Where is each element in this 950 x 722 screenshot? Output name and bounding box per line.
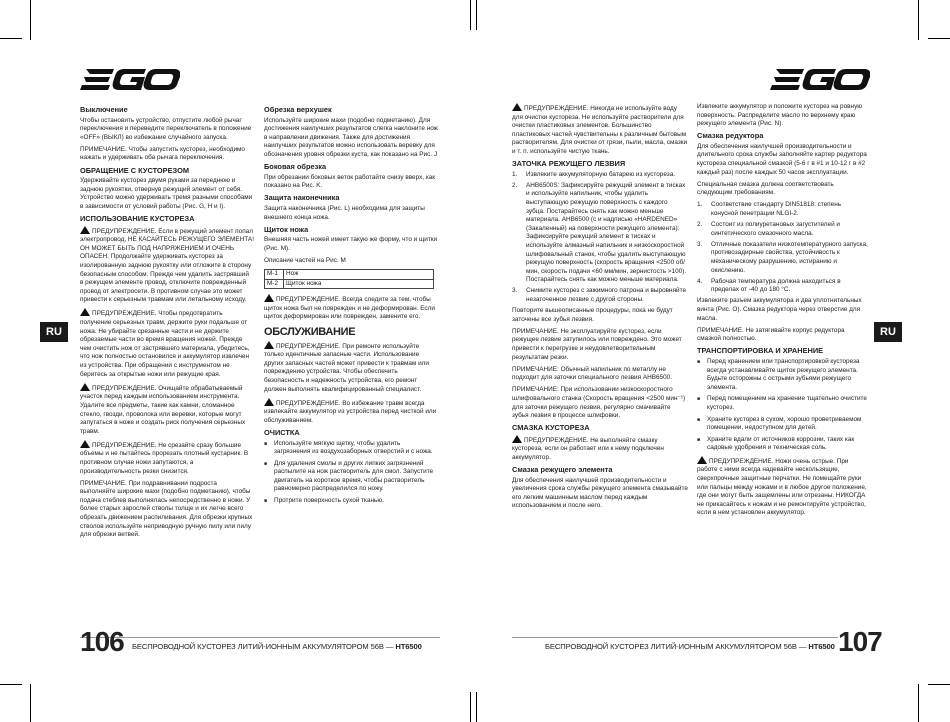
warning-icon: [512, 435, 522, 443]
warning-text: ПРЕДУПРЕЖДЕНИЕ. Чтобы предотвратить получение серьезных травм, держите руки подальше от ножа. Не убирайте срезанные части и не держите обрезаемые части во время вращения ножей. Прежде чем очистить нож от застрявшего материала, убедитесь, что нож полностью остановился и аккумулятор извлечен из устройства. При обращении с инструментом не беритесь за открытые ножи или режущие края.: [80, 310, 250, 378]
crop-mark: [470, 0, 471, 30]
crop-mark: [30, 0, 31, 40]
paragraph: Повторите вышеописанные процедуры, пока не будут заточены все зубья лезвия.: [512, 307, 673, 323]
warning-icon: [697, 456, 707, 464]
heading-storage: ТРАНСПОРТИРОВКА И ХРАНЕНИЕ: [697, 346, 824, 356]
crop-mark: [0, 684, 22, 685]
table-cell: M-1: [265, 270, 284, 280]
list-item-text: Перед помещением на хранение тщательно очистите кусторез.: [707, 395, 867, 411]
crop-mark: [0, 38, 22, 39]
crop-mark: [928, 38, 950, 39]
paragraph: Специальная смазка должна соответствовать следующим требованиям.: [697, 180, 834, 197]
heading-guard: Защита наконечника: [264, 193, 340, 203]
warning-text: ПРЕДУПРЕЖДЕНИЕ. Не срезайте сразу большие объемы и не пытайтесь прорезать плотный кустарник. В противном случае ножи запутаются, а производительность резки снизится.: [80, 441, 249, 475]
warning-icon: [80, 440, 90, 448]
list-item: 1. Соответствие стандарту DIN51818: степень конусной пенетрации NLGI-2.: [697, 201, 869, 218]
warning: [80, 226, 254, 305]
list-item: 4. Рабочая температура должна находиться в пределах от -40 до 180 °C.: [697, 278, 869, 295]
list-item: 2. Состоит из полиуретановых загустителей и синтетического смазочного масла.: [697, 221, 869, 238]
list-item-text: Протрите поверхность сухой тканью.: [274, 497, 384, 505]
list-item-text: Используйте мягкую щетку, чтобы удалить загрязнения из воздухозаборных отверстий и с ножа.: [274, 439, 433, 456]
footer-model: HT6500: [808, 642, 835, 651]
warning-icon: [264, 398, 274, 406]
list-item-text: Храните вдали от источников коррозии, таких как садовые удобрения и техническая соль.: [707, 435, 855, 452]
note: ПРИМЕЧАНИЕ. Чтобы запустить кусторез, необходимо нажать и удерживать оба рычага переключения.: [80, 145, 245, 162]
list-item: ■ Храните кусторез в сухом, хорошо проветриваемом помещении, недоступном для детей.: [697, 416, 869, 433]
list-item-text: Перед хранением или транспортировкой кустореза всегда устанавливайте щиток режущего элемента. Будьте осторожны с острыми зубьями режущего элемента.: [707, 357, 860, 391]
list-item-text: Состоит из полиуретановых загустителей и синтетического смазочного масла.: [711, 221, 840, 237]
list-item: ■ Используйте мягкую щетку, чтобы удалить загрязнения из воздухозаборных отверстий и с ножа.: [264, 440, 438, 457]
heading-gear: Смазка редуктора: [697, 131, 764, 141]
table-row: [265, 279, 434, 289]
list-item-text: Соответствие стандарту DIN51818: степень конусной пенетрации NLGI-2.: [711, 201, 842, 218]
paragraph: Извлеките разъем аккумулятора и два уплотнительных винта (Рис. O). Смазка редуктора через отверстие для масла.: [697, 297, 862, 322]
parts-table: [264, 269, 434, 289]
list-item: 1. Извлеките аккумуляторную батарею из кустореза.: [512, 170, 676, 178]
list-item-text: AHB6500S: Зафиксируйте режущий элемент в тисках и используйте напильник, чтобы удалить выступающую режущую поверхность с каждого зубца. Постарайтесь снять как можно меньше материала. AHB6500 (с и надписью «HARDENED» (Закаленный) на поверхности режущего элемента): Зафиксируйте режущий элемент в тисках и используйте алмазный напильник и низкоскоростной шлифовальный станок, чтобы удалить выступающую режущую поверхность (скорость вращения <2500 об/мин, скорость подачи <60 мм/мин, зернистость >100). Постарайтесь снять как можно меньше материала.: [526, 181, 687, 284]
paragraph: Описание частей на Рис. М: [264, 256, 346, 264]
list-item-text: Извлеките аккумуляторную батарею из кустореза.: [526, 170, 676, 178]
crop-mark: [476, 692, 477, 722]
crop-mark: [918, 684, 919, 722]
warning-text: ПРЕДУПРЕЖДЕНИЕ. Очищайте обрабатываемый участок перед каждым использованием инструмента. Удалите все предметы, такие как камни, сломанное стекло, гвозди, проволока или веревки, которые могут запутаться в ноже и создать риск получения серьезных травм.: [80, 384, 246, 435]
ego-logo: [770, 66, 870, 94]
heading-use: ИСПОЛЬЗОВАНИЕ КУСТОРЕЗА: [80, 214, 195, 224]
footer-model: HT6500: [395, 642, 422, 651]
warning: [512, 435, 688, 463]
list-item: 3. Снимите кусторез с зажимного патрона и выровняйте незаточенное лезвие с другой стороны.: [512, 287, 687, 303]
language-badge: RU: [40, 322, 68, 342]
list-item-text: Рабочая температура должна находиться в пределах от -40 до 180 °C.: [711, 277, 841, 294]
warning-text: ПРЕДУПРЕЖДЕНИЕ. При ремонте используйте только идентичные запасные части. Использование других запасных частей может привести к травмам или повреждению устройства. Чтобы обеспечить безопасность и надежность устройства, его ремонт должен выполнять квалифицированный специалист.: [264, 342, 429, 393]
paragraph: Для обеспечения наилучшей производительности и длительного срока службы заполняйте картер редуктора кустореза специальной смазкой (5-6 г в #1 и 10-12 г в #2 каждый раз) после каждых 50 часов эксплуатации.: [697, 142, 867, 176]
table-cell: Щиток ножа: [284, 279, 434, 289]
list-item: 3. Отличные показатели низкотемпературного запуска, противозадирные свойства, устойчивость к механическому разрушению, истиранию и окислению.: [697, 240, 868, 274]
warning-icon: [80, 226, 90, 234]
heading-shield: Щиток ножа: [264, 224, 309, 234]
list-item-text: Отличные показатели низкотемпературного запуска, противозадирные свойства, устойчивость к механическому разрушению, истиранию и окислению.: [711, 240, 868, 274]
heading-sharpen: ЗАТОЧКА РЕЖУЩЕГО ЛЕЗВИЯ: [512, 159, 626, 169]
table-row: [265, 270, 434, 280]
warning: [80, 308, 254, 379]
paragraph: Используйте широкие махи (подобно подметанию). Для достижения наилучших результатов слегка наклоните нож в направлении движения. Также для достижения наилучших результатов можно использовать веревку для обозначения уровня обрезки куста, как показано на Рис. J: [264, 116, 438, 158]
paragraph: Внешняя часть ножей имеет такую же форму, что и щитки (Рис. М).: [264, 236, 438, 252]
list-item: ■ Храните вдали от источников коррозии, таких как садовые удобрения и техническая соль.: [697, 436, 869, 453]
heading-handling: ОБРАЩЕНИЕ С КУСТОРЕЗОМ: [80, 165, 189, 175]
warning: [80, 440, 254, 476]
note: ПРИМЕЧАНИЕ: При использовании низкоскоростного шлифовального станка (Скорость вращения <2500 мин⁻¹) для заточки режущего лезвия, регулярно смачивайте зубья лезвия в процессе шлифовки.: [512, 386, 686, 420]
warning: [80, 383, 254, 437]
crop-mark: [928, 684, 950, 685]
heading-clean: ОЧИСТКА: [264, 427, 300, 437]
warning: [264, 398, 438, 426]
list-item-text: Для удаления смолы и других липких загрязнений распылите на нож растворитель для смол. Запустите двигатель на короткое время, чтобы растворитель равномерно распределился по ножу.: [274, 459, 434, 493]
footer-title-left: [132, 642, 422, 651]
note: ПРИМЕЧАНИЕ: Обычный напильник по металлу не подходит для заточки специального лезвия AHB6500.: [512, 365, 672, 382]
heading-off: Выключение: [80, 105, 128, 114]
warning-icon: [512, 103, 522, 111]
warning: [512, 103, 688, 157]
column-2: [264, 103, 438, 509]
warning: [697, 456, 869, 518]
warning: [264, 341, 438, 395]
page-number-left: 106: [80, 626, 124, 657]
table-cell: Нож: [284, 270, 434, 280]
heading-tops: Обрезка верхушек: [264, 105, 332, 114]
warning-text: ПРЕДУПРЕЖДЕНИЕ. Во избежание травм всегда извлекайте аккумулятор из устройства перед чисткой или обслуживанием.: [264, 399, 437, 424]
warning-text: ПРЕДУПРЕЖДЕНИЕ. Всегда следите за тем, чтобы щиток ножа был не поврежден и не деформирован. Если щиток деформирован или поврежден, замените его.: [264, 296, 435, 321]
column-4: [697, 103, 869, 522]
warning-icon: [264, 294, 274, 302]
ego-logo: [80, 66, 180, 94]
paragraph: Для обеспечения наилучшей производительности и увеличения срока службы режущего элемента смазывайте его легким машинным маслом перед каждым использованием и после него.: [512, 476, 688, 510]
list-item: ■ Перед хранением или транспортировкой кустореза всегда устанавливайте щиток режущего элемента. Будьте осторожны с острыми зубьями режущего элемента.: [697, 358, 869, 392]
warning-text: ПРЕДУПРЕЖДЕНИЕ. Никогда не используйте воду для очистки кустореза. Не используйте растворители для очистки пластиковых элементов. Большинство пластиковых частей чувствительны к различным бытовым растворителям. Для очистки от грязи, пыли, масла, смазки и т. п. используйте чистую ткань.: [512, 105, 688, 155]
note: ПРИМЕЧАНИЕ. При подравнивании подроста выполняйте широкие махи (подобно подметанию), чтобы подача стеблев выполнялась непосредственно в ножи. У более старых зарослей стволы толще и их легче всего обрезать движением распиливания. Для обрезки крупных стволов используйте неприводную ручную пилу или пилу для обрезки ветвей.: [80, 479, 253, 539]
warning-icon: [264, 341, 274, 349]
page-number-right: 107: [838, 626, 882, 657]
paragraph: Чтобы остановить устройство, отпустите любой рычаг переключения и переведите переключатель в положение «OFF» (ВЫКЛ) во избежание случайного запуска.: [80, 116, 252, 141]
paragraph: Удерживайте кусторез двумя руками за переднюю и заднюю рукоятки, отвернув режущий элемент от себя. Устройство можно удерживать тремя разными способами в зависимости от условий работы (Рис. G, H и I).: [80, 177, 253, 210]
crop-mark: [476, 0, 477, 30]
footer-rule: [512, 637, 838, 638]
crop-mark: [30, 684, 31, 722]
warning-text: ПРЕДУПРЕЖДЕНИЕ. Ножи очень острые. При работе с ними всегда надевайте нескользящие, сверхпрочные защитные перчатки. Не помещайте руки или пальцы между ножами и в любое другое положение, где они могут быть защемлены или отрезаны. НИКОГДА не прикасайтесь к ножам и не ремонтируйте устройство, если в нем установлен аккумулятор.: [697, 457, 867, 517]
list-item: ■ Протрите поверхность сухой тканью.: [264, 497, 384, 505]
warning-text: ПРЕДУПРЕЖДЕНИЕ. Если в режущий элемент попал электропровод, НЕ КАСАЙТЕСЬ РЕЖУЩЕГО ЭЛЕМЕНТА! ОН МОЖЕТ БЫТЬ ПОД НАПРЯЖЕНИЕМ И ОЧЕНЬ ОПАСЕН. Продолжайте удерживать кусторез за изолированную заднюю рукоятку или отложите в сторону безопасным способом. Прежде чем удалить застрявший в режущем элементе провод, отключите поврежденный провод от электросети. В противном случае это может привести к серьезным травмам или летальному исходу.: [80, 227, 254, 304]
list-item: ■ Перед помещением на хранение тщательно очистите кусторез.: [697, 395, 869, 412]
list-item-text: Храните кусторез в сухом, хорошо проветриваемом помещении, недоступном для детей.: [707, 415, 862, 432]
warning-icon: [80, 383, 90, 391]
crop-mark: [918, 0, 919, 40]
crop-mark: [470, 692, 471, 722]
heading-side: Боковая обрезка: [264, 162, 327, 172]
paragraph: При обрезании боковых веток работайте снизу вверх, как показано на Рис. K.: [264, 173, 436, 190]
warning-text: ПРЕДУПРЕЖДЕНИЕ. Не выполняйте смазку кустореза, если он работает или к нему подключен аккумулятор.: [512, 436, 664, 461]
note: ПРИМЕЧАНИЕ. Не затягивайте корпус редуктора смазкой полностью.: [697, 326, 845, 343]
footer-rule: [80, 637, 440, 638]
language-badge: RU: [874, 322, 902, 342]
note: ПРИМЕЧАНИЕ. Не эксплуатируйте кусторез, если режущее лезвие затупилось или повреждено. Это может привести к перегрузке и неудовлетворительным результатам резки.: [512, 327, 682, 361]
list-item-text: Снимите кусторез с зажимного патрона и выровняйте незаточенное лезвие с другой стороны.: [526, 287, 687, 303]
footer-text: БЕСПРОВОДНОЙ КУСТОРЕЗ ЛИТИЙ-ИОННЫМ АККУМУЛЯТОРОМ 56В —: [545, 642, 809, 651]
warning-icon: [80, 308, 90, 316]
list-item: ■ Для удаления смолы и других липких загрязнений распылите на нож растворитель для смол. Запустите двигатель на короткое время, чтобы растворитель равномерно распределился по ножу.: [264, 460, 438, 494]
table-cell: M-2: [265, 279, 284, 289]
column-1: [80, 103, 254, 543]
paragraph: Извлеките аккумулятор и положите кусторез на ровную поверхность. Распределите масло по верхнему краю режущего элемента (Рис. N).: [697, 103, 863, 128]
warning: [264, 294, 438, 322]
paragraph: Защита наконечника (Рис. L) необходима для защиты внешнего конца ножа.: [264, 204, 425, 221]
heading-service: ОБСЛУЖИВАНИЕ: [264, 325, 356, 338]
list-item: 2. AHB6500S: Зафиксируйте режущий элемент в тисках и используйте напильник, чтобы удалить выступающую режущую поверхность с каждого зубца. Постарайтесь снять как можно меньше материала. AHB6500 (с и надписью «HARDENED» (Закаленный) на поверхности режущего элемента): Зафиксируйте режущий элемент в тисках и используйте алмазный напильник и низкоскоростной шлифовальный станок, чтобы удалить выступающую режущую поверхность (скорость вращения <2500 об/мин, скорость подачи <60 мм/мин, зернистость >100). Постарайтесь снять как можно меньше материала.: [512, 181, 687, 284]
column-3: [512, 103, 688, 515]
heading-blade: Смазка режущего элемента: [512, 465, 613, 475]
footer-title-right: [545, 642, 835, 651]
heading-lube: СМАЗКА КУСТОРЕЗА: [512, 423, 590, 433]
footer-text: БЕСПРОВОДНОЙ КУСТОРЕЗ ЛИТИЙ-ИОННЫМ АККУМУЛЯТОРОМ 56В —: [132, 642, 396, 651]
